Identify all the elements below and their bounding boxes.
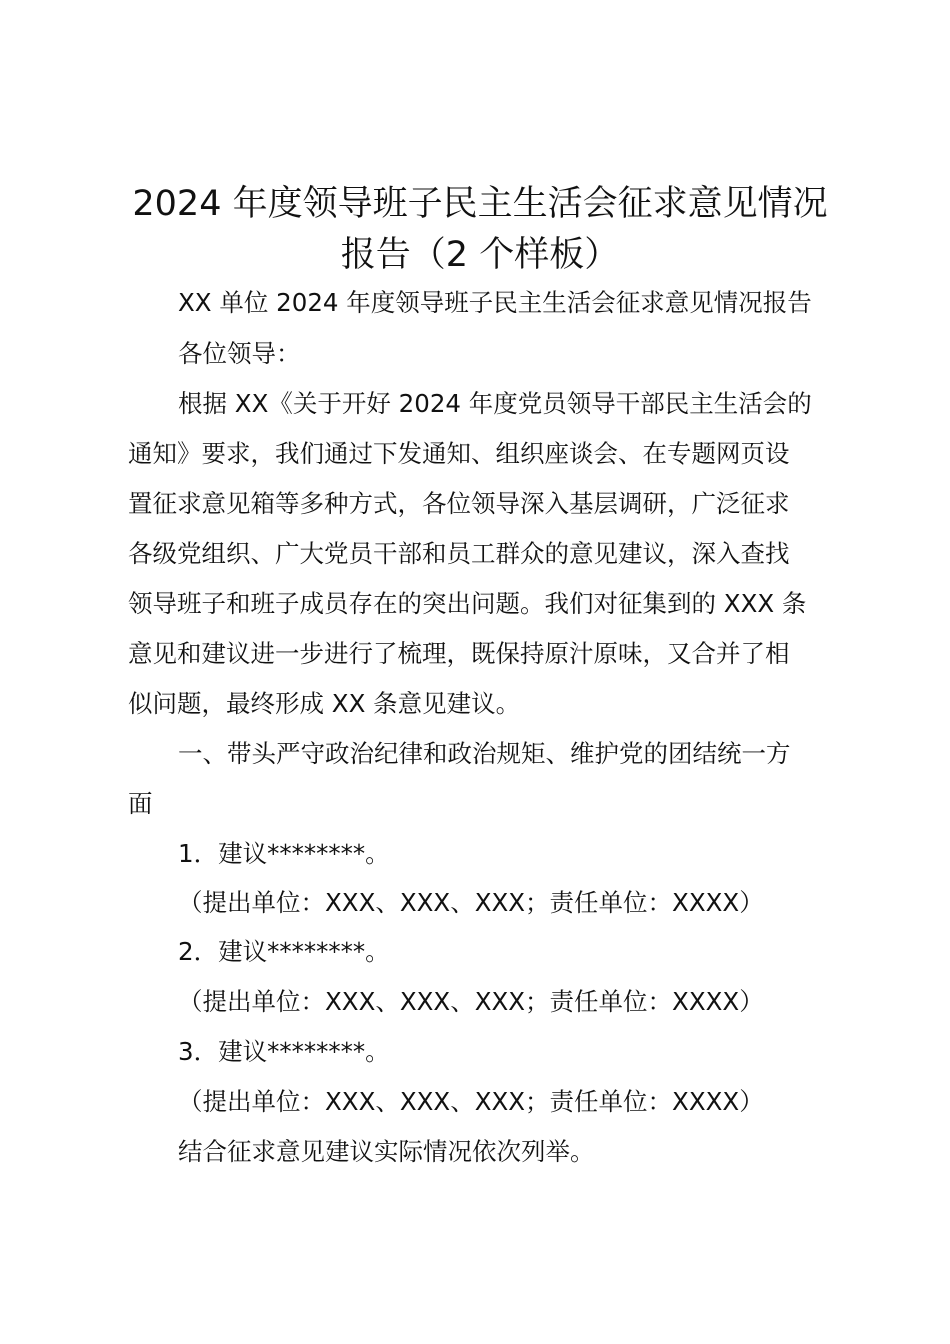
suggestion-source: （提出单位：XXX、XXX、XXX；责任单位：XXXX）: [178, 987, 764, 1016]
intro-paragraph-line: 置征求意见箱等多种方式，各位领导深入基层调研，广泛征求: [128, 489, 790, 518]
intro-paragraph-line: 领导班子和班子成员存在的突出问题。我们对征集到的 XXX 条: [128, 589, 807, 618]
intro-paragraph-line: 各级党组织、广大党员干部和员工群众的意见建议，深入查找: [128, 539, 790, 568]
document-title-line-2: 报告（2 个样板）: [340, 235, 620, 275]
suggestion-item: 1．建议********。: [178, 839, 390, 868]
suggestion-item: 2．建议********。: [178, 937, 390, 966]
suggestion-source: （提出单位：XXX、XXX、XXX；责任单位：XXXX）: [178, 1087, 764, 1116]
intro-paragraph-line: 意见和建议进一步进行了梳理，既保持原汁原味，又合并了相: [128, 639, 790, 668]
section-heading-line: 面: [128, 789, 153, 818]
intro-paragraph-line: 似问题，最终形成 XX 条意见建议。: [128, 689, 521, 718]
suggestion-source: （提出单位：XXX、XXX、XXX；责任单位：XXXX）: [178, 888, 764, 917]
section-heading-line: 一、带头严守政治纪律和政治规矩、维护党的团结统一方: [178, 739, 791, 768]
report-subtitle: XX 单位 2024 年度领导班子民主生活会征求意见情况报告: [178, 288, 812, 317]
suggestion-item: 3．建议********。: [178, 1037, 390, 1066]
salutation: 各位领导：: [178, 339, 301, 368]
document-title-line-1: 2024 年度领导班子民主生活会征求意见情况: [132, 184, 828, 224]
intro-paragraph-line: 根据 XX《关于开好 2024 年度党员领导干部民主生活会的: [178, 389, 812, 418]
closing-note: 结合征求意见建议实际情况依次列举。: [178, 1137, 595, 1166]
intro-paragraph-line: 通知》要求，我们通过下发通知、组织座谈会、在专题网页设: [128, 439, 790, 468]
